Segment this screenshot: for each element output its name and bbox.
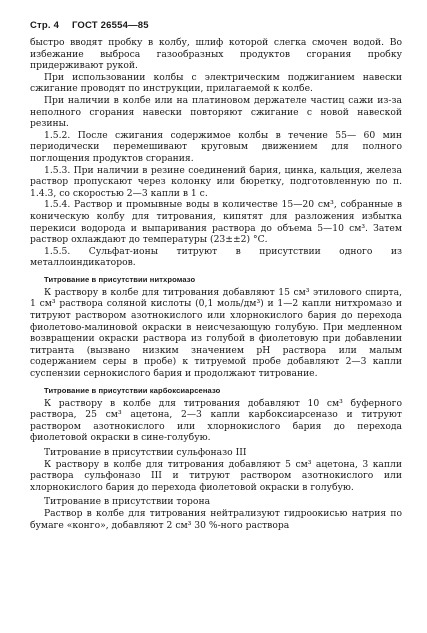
heading-carboxyarsenazo: Титрование в присутствии карбоксиарсеназо [44,385,221,395]
heading-nitchromazo: Титрование в присутствии нитхромазо [44,274,196,284]
clause-1-5-2: 1.5.2. После сжигания содержимое колбы в течение 55— 60 мин периодически перемешивают круговым движением для полного поглощения продуктов сгорания. [30,129,402,164]
clause-1-5-3: 1.5.3. При наличии в резине соединений бария, цинка, кальция, железа раствор пропускают через колонку или бюретку, подготовленную по п. 1.4.3, со скоростью 2—3 капли в 1 с. [30,164,402,199]
paragraph-nitchromazo: К раствору в колбе для титрования добавляют 15 см³ этилового спирта, 1 см³ раствора соляной кислоты (0,1 моль/дм³) и 1—2 капли нитхромазо и титруют раствором азотнокислого или хлорнокислого бария до перехода фиолетово-малиновой окраски в неисчезающую голубую. При медленном возвращении окраски раствора из голубой в фиолетовую при добавлении титранта (вызвано низким значением pH раствора или малым содержанием серы в пробе) к титруемой пробе добавляют 2—3 капли суспензии сернокислого бария и продолжают титрование. [30,286,402,380]
page-number: Стр. 4 [30,20,60,31]
paragraph-continuation: быстро вводят пробку в колбу, шлиф которой слегка смочен водой. Во избежание выброса газообразных продуктов сгорания пробку придерживают рукой. [30,37,402,72]
document-page [30,20,402,531]
paragraph-sulfonazo: К раствору в колбе для титрования добавляют 5 см³ ацетона, 3 капли раствора сульфоназо III и титруют раствором азотнокислого или хлорнокислого бария до перехода фиолетовой окраски в голубую. [30,458,402,493]
paragraph-soot: При наличии в колбе или на платиновом держателе частиц сажи из-за неполного сгорания навески повторяют сжигание с новой навеской резины. [30,94,402,130]
page-header [30,20,402,31]
clause-1-5-4: 1.5.4. Раствор и промывные воды в количестве 15—20 см³, собранные в коническую колбу для титрования, кипятят для разложения избытка перекиси водорода и выпаривания раствора до объема 5—10 см³. Затем раствор охлаждают до температуры (23±±2) °С. [30,199,402,246]
clause-1-5-5: 1.5.5. Сульфат-ионы титруют в присутствии одного из металлоиндикаторов. [30,245,402,269]
paragraph-carboxyarsenazo: К раствору в колбе для титрования добавляют 10 см³ буферного раствора, 25 см³ ацетона, 2—3 капли карбоксиарсеназо и титруют раствором азотнокислого или хлорнокислого бария до перехода фиолетовой окраски в сине-голубую. [30,397,402,444]
heading-sulfonazo: Титрование в присутствии сульфоназо III [44,447,247,458]
paragraph-electric-ignition: При использовании колбы с электрическим поджиганием навески сжигание проводят по инструкции, прилагаемой к колбе. [30,71,402,95]
heading-thoron: Титрование в присутствии торона [44,496,211,508]
standard-code: ГОСТ 26554—85 [71,20,149,31]
paragraph-thoron: Раствор в колбе для титрования нейтрализуют гидроокисью натрия по бумаге «конго», добавляют 2 см³ 30 %-ного раствора [30,507,402,531]
